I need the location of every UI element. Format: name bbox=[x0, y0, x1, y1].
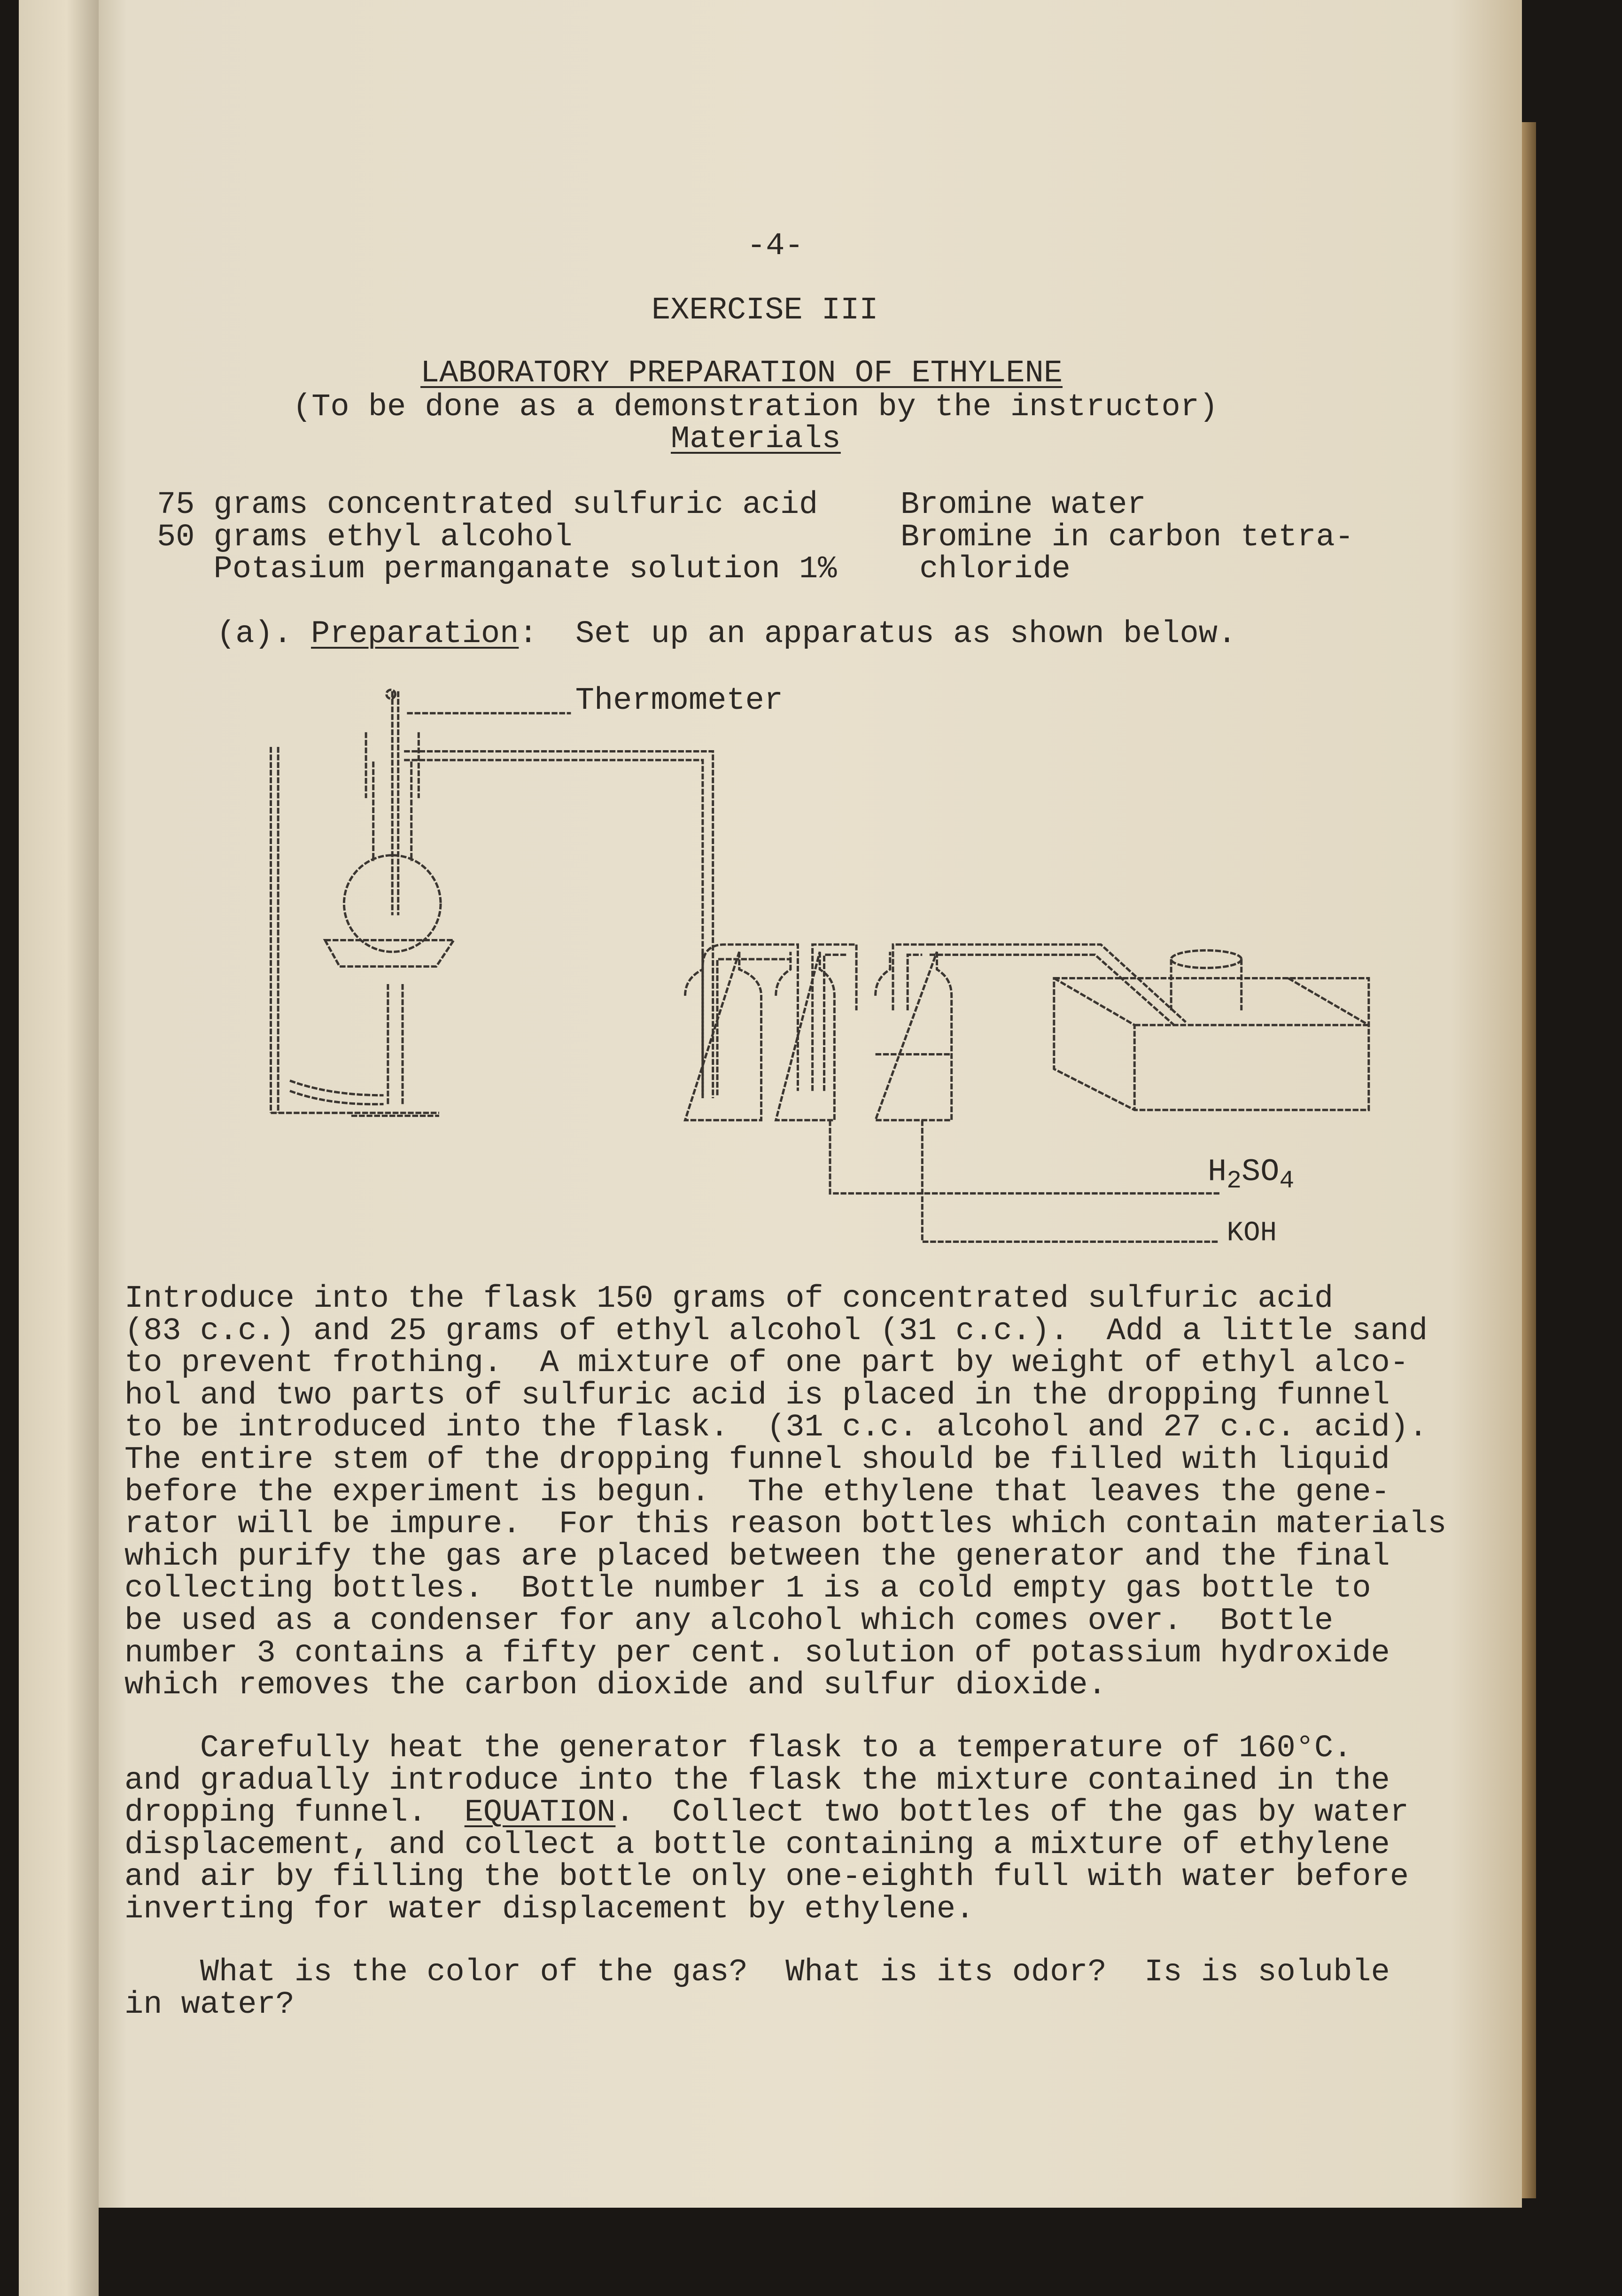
text-line: The entire stem of the dropping funnel should be filled with liquid bbox=[124, 1442, 1390, 1478]
delivery-tube bbox=[404, 751, 713, 1098]
pneumatic-trough bbox=[1054, 950, 1369, 1110]
thermometer bbox=[387, 683, 783, 915]
text-line: number 3 contains a fifty per cent. solution of potassium hydroxide bbox=[124, 1635, 1390, 1671]
text-line: rator will be impure. For this reason bottles which contain materials bbox=[124, 1506, 1447, 1543]
prep-label: Preparation bbox=[311, 616, 519, 652]
equation-label: EQUATION bbox=[464, 1795, 616, 1831]
text-span: dropping funnel. bbox=[124, 1795, 465, 1831]
text-line: to prevent frothing. A mixture of one part by weight of ethyl alco- bbox=[124, 1345, 1409, 1381]
text-line: Introduce into the flask 150 grams of concentrated sulfuric acid bbox=[124, 1281, 1334, 1317]
subtitle: (To be done as a demonstration by the instructor) bbox=[293, 389, 1218, 425]
text-line: displacement, and collect a bottle containing a mixture of ethylene bbox=[124, 1827, 1390, 1863]
text-span: . Collect two bottles of the gas by water bbox=[615, 1795, 1409, 1831]
exercise-heading: EXERCISE III bbox=[652, 293, 878, 328]
burner bbox=[290, 984, 439, 1116]
text-line bbox=[124, 1797, 1409, 1829]
text-line: before the experiment is begun. The ethylene that leaves the gene- bbox=[124, 1474, 1390, 1510]
prep-text: : Set up an apparatus as shown below. bbox=[519, 616, 1237, 652]
text-line: which purify the gas are placed between the generator and the final bbox=[124, 1538, 1390, 1575]
text-line: hol and two parts of sulfuric acid is placed in the dropping funnel bbox=[124, 1377, 1390, 1413]
text-line: be used as a condenser for any alcohol which comes over. Bottle bbox=[124, 1603, 1334, 1639]
generator-flask bbox=[325, 732, 454, 967]
text-line: to be introduced into the flask. (31 c.c. alcohol and 27 c.c. acid). bbox=[124, 1410, 1428, 1446]
koh-label: KOH bbox=[1226, 1217, 1277, 1249]
material-item: chloride bbox=[900, 551, 1071, 588]
thermometer-label: Thermometer bbox=[575, 683, 784, 719]
prep-prefix: (a). bbox=[217, 616, 311, 652]
text-line: Carefully heat the generator flask to a temperature of 160°C. bbox=[124, 1730, 1352, 1766]
wash-bottles bbox=[685, 945, 951, 1120]
text-line: in water? bbox=[124, 1986, 295, 2023]
h2so4-label: $H_2SO_4$ bbox=[1208, 1154, 1295, 1195]
material-item: Bromine in carbon tetra- bbox=[900, 519, 1354, 555]
material-item: 50 grams ethyl alcohol bbox=[157, 519, 573, 555]
text-line: What is the color of the gas? What is its odor? Is is soluble bbox=[124, 1955, 1390, 1990]
label-leaders bbox=[830, 1120, 1219, 1242]
text-line: and gradually introduce into the flask the mixture contained in the bbox=[124, 1762, 1390, 1799]
paragraph-heating bbox=[124, 1732, 1409, 1926]
connecting-tube bbox=[930, 945, 1186, 1025]
text-line: collecting bottles. Bottle number 1 is a cold empty gas bottle to bbox=[124, 1571, 1371, 1607]
page-number: -4- bbox=[747, 228, 804, 264]
material-item: Potasium permanganate solution 1% bbox=[157, 551, 837, 588]
paragraph-procedure bbox=[124, 1283, 1446, 1702]
material-item: Bromine water bbox=[900, 487, 1146, 523]
text-line: inverting for water displacement by ethylene. bbox=[124, 1891, 975, 1927]
ring-stand bbox=[271, 747, 439, 1113]
materials-heading: Materials bbox=[671, 421, 841, 457]
page-title: LABORATORY PREPARATION OF ETHYLENE bbox=[420, 356, 1063, 391]
text-line: (83 c.c.) and 25 grams of ethyl alcohol (31 c.c.). Add a little sand bbox=[124, 1313, 1428, 1349]
material-item: 75 grams concentrated sulfuric acid bbox=[157, 487, 818, 523]
text-line: which removes the carbon dioxide and sulfur dioxide. bbox=[124, 1668, 1107, 1704]
text-line: and air by filling the bottle only one-eighth full with water before bbox=[124, 1859, 1409, 1895]
paragraph-questions bbox=[124, 1956, 1390, 2021]
